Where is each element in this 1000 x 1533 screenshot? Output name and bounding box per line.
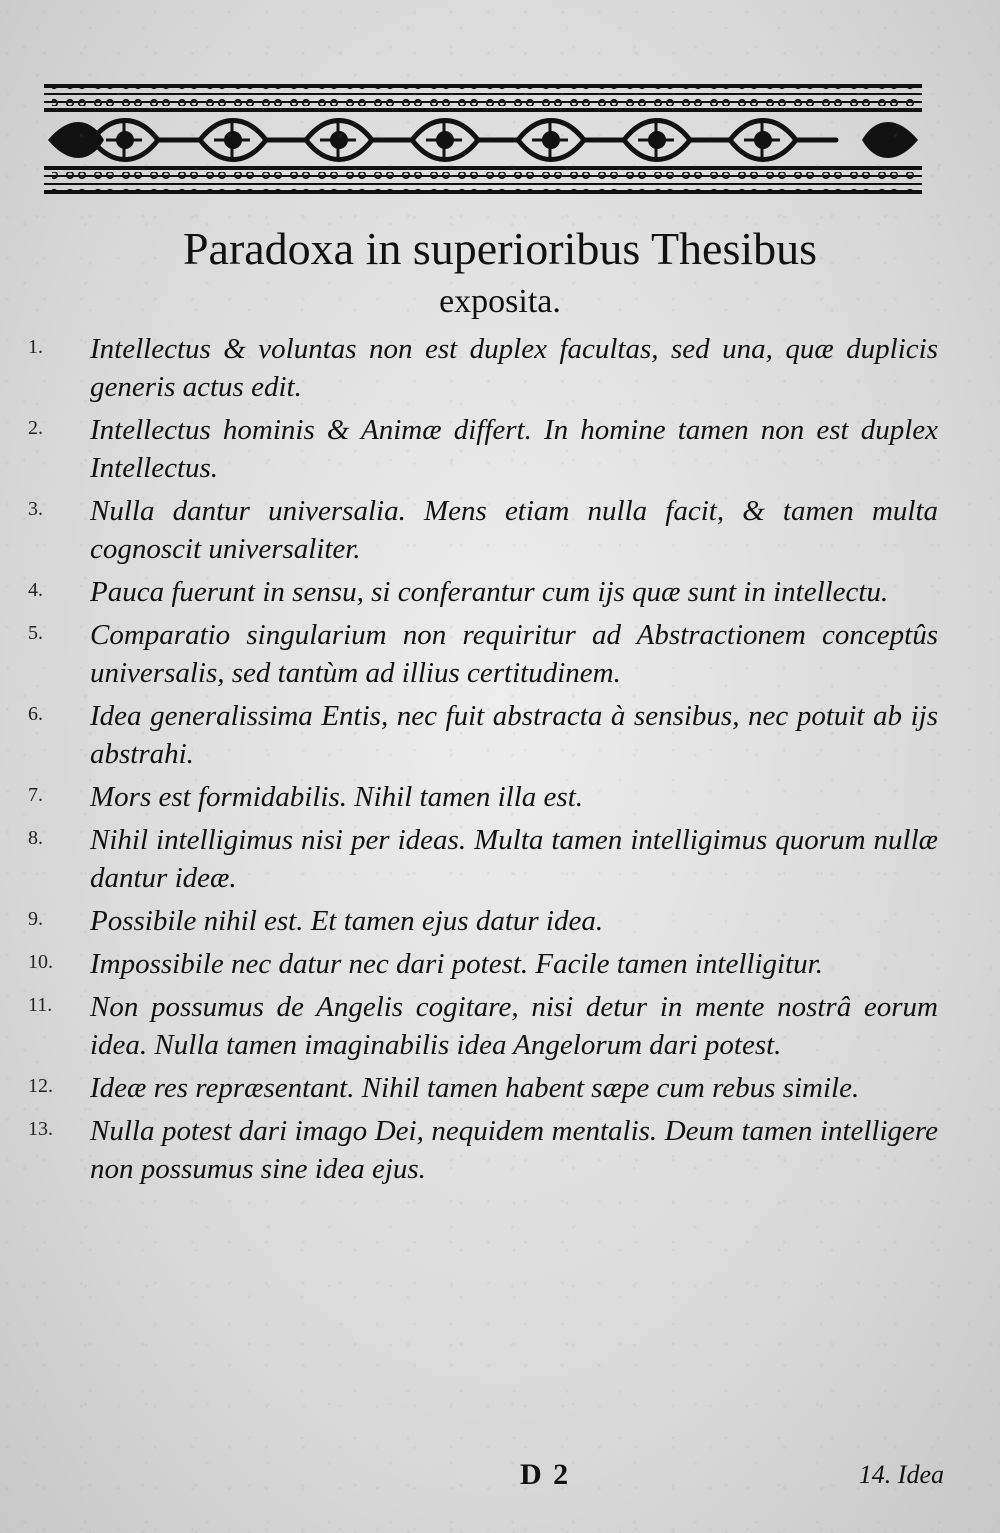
list-item [28,821,938,897]
list-item [28,1069,938,1107]
paradox-list [28,330,938,1193]
item-number: 6. [28,703,43,725]
list-item [28,411,938,487]
item-number: 8. [28,827,43,849]
list-item [28,945,938,983]
page-subtitle: exposita. [439,283,561,320]
item-text: Possibile nihil est. Et tamen ejus datur idea. [90,905,604,937]
item-text: Impossibile nec datur nec dari potest. Facile tamen intelligitur. [90,948,823,980]
item-number: 13. [28,1118,53,1140]
list-item [28,492,938,568]
item-text: Mors est formidabilis. Nihil tamen illa est. [90,781,584,813]
page-title: Paradoxa in superioribus Thesibus [182,223,818,274]
item-text: Non possumus de Angelis cogitare, nisi detur in mente nostrâ eorum idea. Nulla tamen imaginabilis idea Angelorum dari potest. [90,991,938,1061]
item-number: 10. [28,951,53,973]
item-text: Idea generalissima Entis, nec fuit abstracta à sensibus, nec potuit ab ijs abstrahi. [90,700,938,770]
item-number: 2. [28,417,43,439]
item-number: 9. [28,908,43,930]
item-text: Nihil intelligimus nisi per ideas. Multa tamen intelligimus quorum nullæ dantur ideæ. [90,824,938,894]
item-number: 3. [28,498,43,520]
item-number: 11. [28,994,53,1016]
list-item [28,902,938,940]
list-item [28,573,938,611]
item-text: Nulla potest dari imago Dei, nequidem mentalis. Deum tamen intelligere non possumus sine idea ejus. [90,1115,938,1185]
printer-signature: D 2 [520,1458,571,1491]
item-text: Intellectus hominis & Animæ differt. In homine tamen non est duplex Intellectus. [90,414,938,484]
list-item [28,1112,938,1188]
item-number: 4. [28,579,43,601]
item-text: Intellectus & voluntas non est duplex facultas, sed una, quæ duplicis generis actus edit. [90,333,938,403]
item-number: 7. [28,784,43,806]
item-text: Pauca fuerunt in sensu, si conferantur cum ijs quæ sunt in intellectu. [90,576,889,608]
list-item [28,616,938,692]
item-number: 1. [28,336,43,358]
item-text: Comparatio singularium non requiritur ad Abstractionem conceptûs universalis, sed tantùm ad illius certitudinem. [90,619,938,689]
list-item [28,778,938,816]
list-item [28,697,938,773]
item-text: Nulla dantur universalia. Mens etiam nulla facit, & tamen multa cognoscit universaliter. [90,495,938,565]
item-text: Ideæ res repræsentant. Nihil tamen habent sæpe cum rebus simile. [90,1072,860,1104]
decorative-header-border [34,76,932,202]
list-item [28,330,938,406]
list-item [28,988,938,1064]
catchword: 14. Idea [858,1460,944,1489]
page-footer [0,1458,1000,1498]
item-number: 5. [28,622,43,644]
item-number: 12. [28,1075,53,1097]
